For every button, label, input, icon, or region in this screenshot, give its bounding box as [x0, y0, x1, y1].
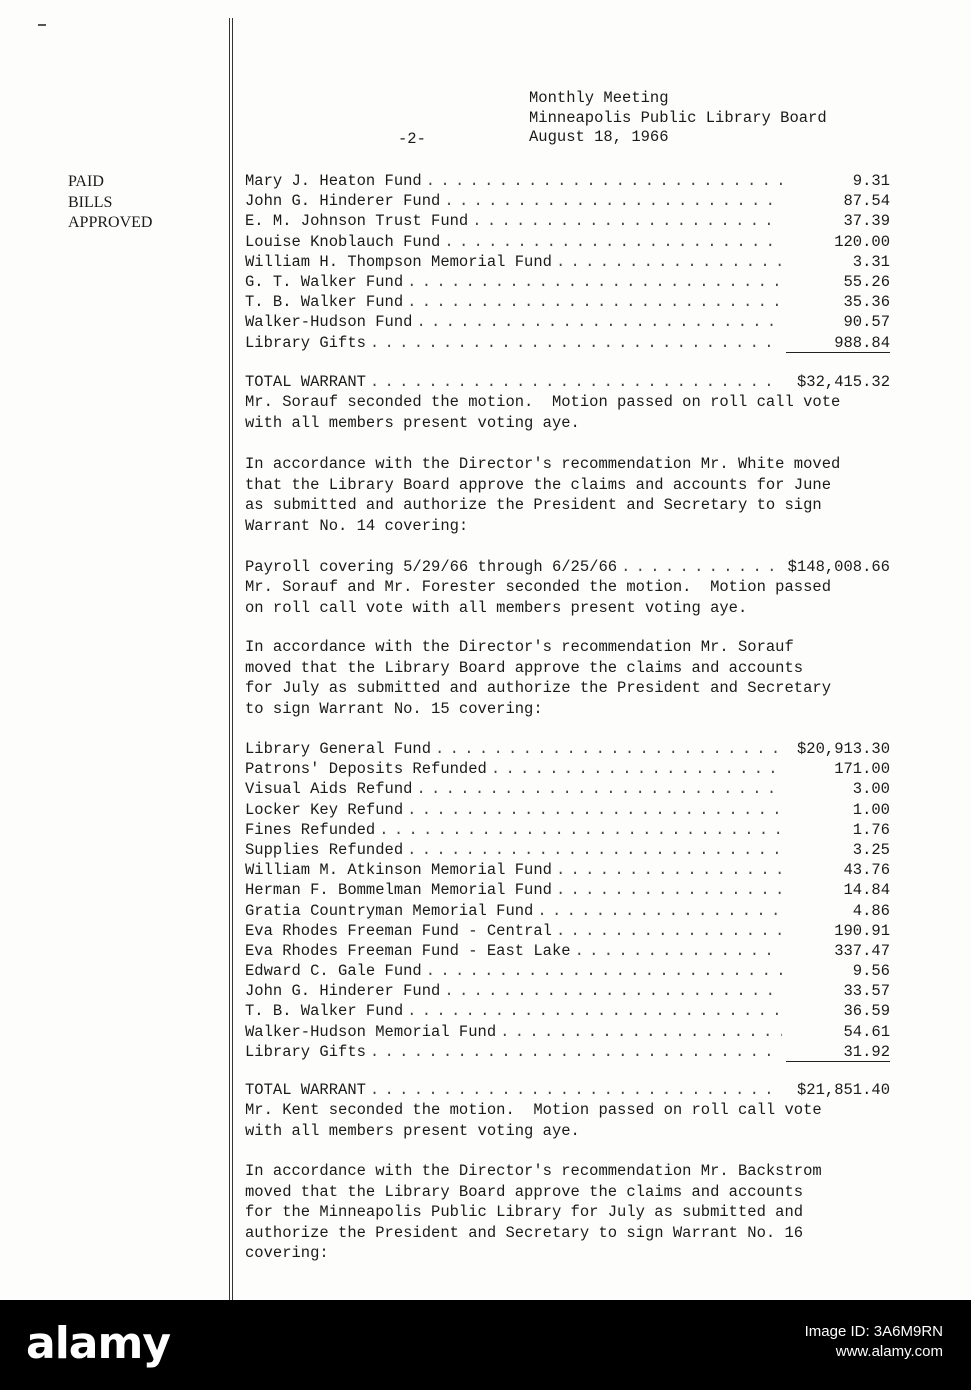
ledger-row: [245, 1001, 890, 1021]
total-warrant-2: [245, 1080, 890, 1100]
fund-name: Library General Fund: [245, 740, 432, 758]
paragraph: Mr. Sorauf seconded the motion. Motion passed on roll call vote with all members present voting aye.: [245, 393, 841, 432]
ledger-row: [245, 272, 890, 292]
margin-note-line: APPROVED: [68, 214, 153, 231]
fund-amount: 33.57: [843, 982, 890, 1001]
fund-amount: 9.56: [852, 962, 890, 981]
ledger-row: [245, 901, 890, 921]
page-number: -2-: [398, 130, 426, 148]
ledger-row: [245, 1022, 890, 1042]
paragraph: In accordance with the Director's recommendation Mr. Backstrom moved that the Library Board approve the claims and accounts for the Minneapolis Public Library for July as submitted and authorize the President and Secretary to sign Warrant No. 16 covering:: [245, 1162, 822, 1262]
fund-amount: 37.39: [843, 212, 890, 231]
fund-amount: 190.91: [834, 921, 890, 940]
fund-name: William H. Thompson Memorial Fund: [245, 252, 552, 271]
ledger-row: [245, 880, 890, 900]
fund-amount: 4.86: [852, 901, 890, 920]
fund-amount: 14.84: [843, 881, 890, 900]
ledger-row: [245, 333, 890, 353]
ledger-row: [245, 312, 890, 332]
fund-name: Library Gifts: [245, 1042, 366, 1061]
ledger-row: [245, 820, 890, 840]
fund-amount: 43.76: [843, 861, 890, 880]
payroll-label: Payroll covering 5/29/66 through 6/25/66: [245, 558, 618, 576]
fund-amount: 988.84: [786, 335, 890, 353]
margin-note-line: BILLS: [68, 193, 113, 211]
fund-name: T. B. Walker Fund: [245, 293, 404, 312]
total-label: TOTAL WARRANT: [245, 1081, 366, 1099]
fund-name: Walker-Hudson Fund: [245, 313, 413, 332]
ledger-row: [245, 211, 890, 231]
ledger-row: [245, 232, 890, 252]
warrant-ledger-2: [245, 739, 890, 1062]
total-warrant-1: [245, 372, 890, 392]
ledger-row: [245, 961, 890, 981]
fund-name: Visual Aids Refund: [245, 780, 413, 799]
fund-amount: 3.00: [852, 780, 890, 799]
ledger-row: [245, 921, 890, 941]
margin-note-line: PAID: [68, 173, 104, 190]
margin-mark: [38, 24, 46, 26]
header-line: Minneapolis Public Library Board: [529, 108, 827, 127]
fund-name: Edward C. Gale Fund: [245, 962, 422, 981]
fund-name: T. B. Walker Fund: [245, 1002, 404, 1021]
ledger-row: [245, 252, 890, 272]
fund-name: Library Gifts: [245, 333, 366, 352]
fund-name: Eva Rhodes Freeman Fund - East Lake: [245, 941, 571, 960]
ledger-row: [245, 779, 890, 799]
fund-amount: $20,913.30: [796, 740, 890, 758]
fund-name: Mary J. Heaton Fund: [245, 172, 422, 190]
ledger-row: [245, 171, 890, 191]
fund-amount: 120.00: [834, 232, 890, 251]
warrant-ledger-1: [245, 171, 890, 353]
ledger-total-row: [245, 372, 890, 392]
ledger-row: [245, 941, 890, 961]
payroll-amount: $148,008.66: [787, 558, 890, 576]
ledger-row: [245, 1042, 890, 1062]
header-line: Monthly Meeting: [529, 89, 669, 107]
fund-amount: 54.61: [843, 1022, 890, 1041]
total-label: TOTAL WARRANT: [245, 373, 366, 391]
fund-amount: 3.25: [852, 840, 890, 859]
fund-name: Patrons' Deposits Refunded: [245, 760, 487, 779]
fund-name: William M. Atkinson Memorial Fund: [245, 861, 552, 880]
payroll-line: [245, 557, 890, 577]
ledger-row: [245, 800, 890, 820]
fund-amount: 1.76: [852, 820, 890, 839]
paragraph: Mr. Kent seconded the motion. Motion passed on roll call vote with all members present voting aye.: [245, 1101, 822, 1140]
fund-amount: 9.31: [852, 172, 890, 190]
ledger-row: [245, 981, 890, 1001]
fund-amount: 337.47: [834, 941, 890, 960]
margin-note: [68, 172, 152, 234]
fund-name: E. M. Johnson Trust Fund: [245, 212, 469, 231]
fund-name: Walker-Hudson Memorial Fund: [245, 1022, 497, 1041]
brand-logo: alamy: [26, 1318, 170, 1369]
fund-name: Herman F. Bommelman Memorial Fund: [245, 881, 552, 900]
fund-name: G. T. Walker Fund: [245, 272, 404, 291]
fund-amount: 35.36: [843, 293, 890, 312]
fund-amount: 55.26: [843, 272, 890, 291]
ledger-row: [245, 860, 890, 880]
fund-name: John G. Hinderer Fund: [245, 192, 441, 211]
header-line: August 18, 1966: [529, 128, 669, 146]
margin-rule: [232, 18, 233, 1300]
fund-name: Supplies Refunded: [245, 840, 404, 859]
site-url: www.alamy.com: [835, 1343, 943, 1360]
ledger-row: [245, 191, 890, 211]
total-amount: $32,415.32: [796, 373, 890, 391]
paragraph: In accordance with the Director's recommendation Mr. White moved that the Library Board approve the claims and accounts for June as submitted and authorize the President and Secretary to sign Warrant No. 14 covering:: [245, 455, 841, 535]
margin-rule: [229, 18, 230, 1300]
fund-name: Fines Refunded: [245, 820, 376, 839]
image-id-text: Image ID: 3A6M9RN: [804, 1323, 943, 1340]
fund-name: Locker Key Refund: [245, 800, 404, 819]
total-amount: $21,851.40: [796, 1081, 890, 1099]
fund-amount: 36.59: [843, 1002, 890, 1021]
fund-name: Gratia Countryman Memorial Fund: [245, 901, 534, 920]
fund-name: Eva Rhodes Freeman Fund - Central: [245, 921, 552, 940]
ledger-row: [245, 840, 890, 860]
image-id: [805, 1322, 943, 1362]
fund-amount: 1.00: [852, 800, 890, 819]
fund-name: Louise Knoblauch Fund: [245, 232, 441, 251]
fund-amount: 87.54: [843, 192, 890, 211]
fund-amount: 171.00: [834, 760, 890, 779]
ledger-row: [245, 557, 890, 577]
fund-amount: 90.57: [843, 313, 890, 332]
paragraph: In accordance with the Director's recommendation Mr. Sorauf moved that the Library Board approve the claims and accounts for July as submitted and authorize the President and Secretary to sign Warrant No. 15 covering:: [245, 638, 831, 718]
ledger-row: [245, 759, 890, 779]
fund-name: John G. Hinderer Fund: [245, 982, 441, 1001]
ledger-row: [245, 739, 890, 759]
fund-amount: 31.92: [786, 1044, 890, 1062]
meeting-header: [529, 89, 827, 148]
ledger-row: [245, 292, 890, 312]
ledger-total-row: [245, 1080, 890, 1100]
paragraph: Mr. Sorauf and Mr. Forester seconded the motion. Motion passed on roll call vote with all members present voting aye.: [245, 578, 831, 617]
fund-amount: 3.31: [852, 252, 890, 271]
